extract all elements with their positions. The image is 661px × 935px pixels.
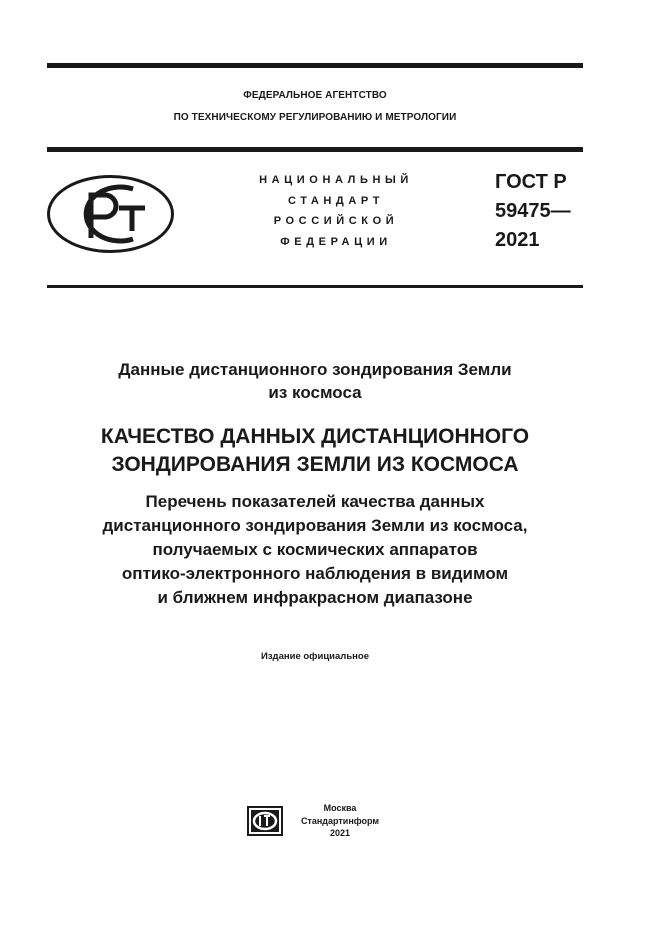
gost-r-logo-icon <box>47 175 174 258</box>
title-specific <box>47 490 583 610</box>
title-specific-line-2: дистанционного зондирования Земли из космоса, <box>102 516 528 535</box>
title-main <box>47 423 583 479</box>
title-specific-line-5: и ближнем инфракрасном диапазоне <box>157 588 473 607</box>
national-line-3: РОССИЙСКОЙ <box>273 215 399 227</box>
gost-line-2: 59475— <box>495 200 571 222</box>
gost-line-3: 2021 <box>495 229 540 251</box>
national-line-1: НАЦИОНАЛЬНЫЙ <box>259 174 413 186</box>
header-divider <box>47 147 583 152</box>
title-specific-line-1: Перечень показателей качества данных <box>145 492 485 511</box>
gost-designation <box>495 168 571 255</box>
national-standard-label <box>226 170 446 252</box>
title-general-line-1: Данные дистанционного зондирования Земли <box>118 360 512 379</box>
title-general <box>47 358 583 404</box>
top-rule <box>47 63 583 68</box>
title-main-line-1: КАЧЕСТВО ДАННЫХ ДИСТАНЦИОННОГО <box>100 425 530 448</box>
title-specific-line-4: оптико-электронного наблюдения в видимом <box>121 564 509 583</box>
publisher-logo-icon <box>247 806 283 841</box>
agency-line-1: ФЕДЕРАЛЬНОЕ АГЕНТСТВО <box>243 90 387 101</box>
block-divider <box>47 285 583 288</box>
publisher-city: Москва <box>323 803 357 813</box>
title-general-line-2: из космоса <box>268 383 362 402</box>
agency-line-2: ПО ТЕХНИЧЕСКОМУ РЕГУЛИРОВАНИЮ И МЕТРОЛОГИИ <box>173 112 457 123</box>
edition-label: Издание официальное <box>261 651 369 662</box>
national-line-4: ФЕДЕРАЦИИ <box>280 235 392 248</box>
publisher-name: Стандартинформ <box>300 815 380 826</box>
title-main-line-2: ЗОНДИРОВАНИЯ ЗЕМЛИ ИЗ КОСМОСА <box>111 453 519 476</box>
publisher-year: 2021 <box>329 828 351 838</box>
national-line-2: СТАНДАРТ <box>287 194 385 207</box>
gost-line-1: ГОСТ Р <box>495 171 567 193</box>
publisher-info <box>290 802 390 840</box>
title-specific-line-3: получаемых с космических аппаратов <box>152 540 478 559</box>
